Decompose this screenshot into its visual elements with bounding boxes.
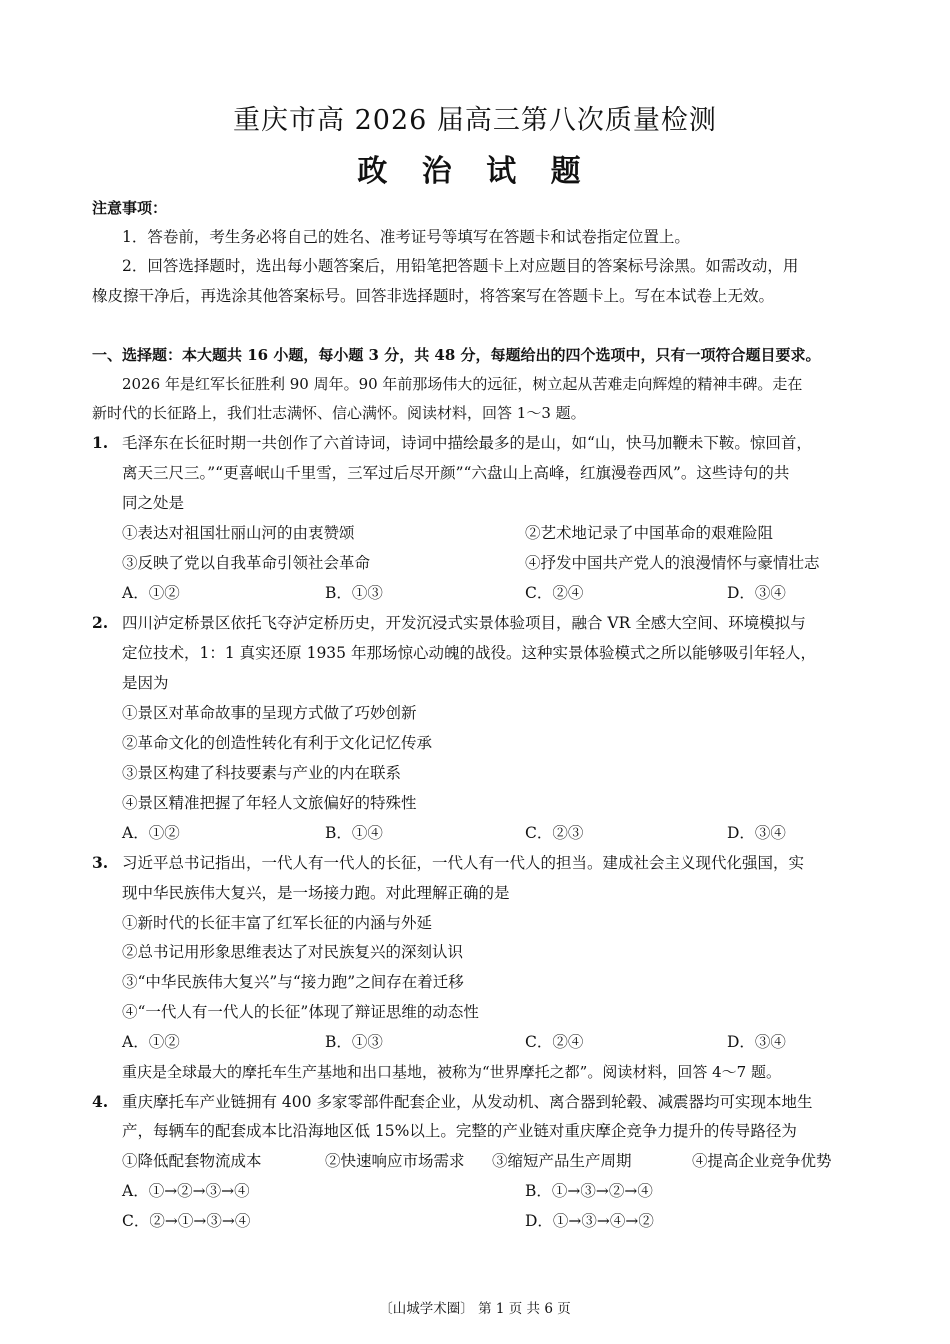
section-2-intro: 重庆是全球最大的摩托车生产基地和出口基地，被称为“世界摩托之都”。阅读材料，回答 4～7 题。 xyxy=(122,1063,781,1081)
question-stem-line-2: 现中华民族伟大复兴，是一场接力跑。对此理解正确的是 xyxy=(122,884,510,902)
question-stem-line-3: 是因为 xyxy=(122,674,169,692)
question-stem-line-2: 离天三尺三。”“更喜岷山千里雪，三军过后尽开颜”“六盘山上高峰，红旗漫卷西风”。这些诗句的共 xyxy=(122,464,790,482)
statement-4: ④“一代人有一代人的长征”体现了辩证思维的动态性 xyxy=(122,1003,479,1021)
question-number: 3. xyxy=(92,853,109,872)
statement-4: ④景区精准把握了年轻人文旅偏好的特殊性 xyxy=(122,794,417,812)
statement-2: ②总书记用形象思维表达了对民族复兴的深刻认识 xyxy=(122,943,464,961)
statement-3: ③缩短产品生产周期 xyxy=(492,1152,632,1170)
notice-item-2-line-2: 橡皮擦干净后，再选涂其他答案标号。回答非选择题时，将答案写在答题卡上。写在本试卷上无效。 xyxy=(92,287,775,305)
question-number: 1. xyxy=(92,433,109,452)
question-stem-line-1: 毛泽东在长征时期一共创作了六首诗词，诗词中描绘最多的是山，如“山，快马加鞭未下鞍。惊回首， xyxy=(122,434,812,452)
statement-2: ②快速响应市场需求 xyxy=(325,1152,465,1170)
question-stem-line-1: 重庆摩托车产业链拥有 400 多家零部件配套企业，从发动机、离合器到轮毂、减震器均可实现本地生 xyxy=(122,1093,813,1111)
notice-heading: 注意事项： xyxy=(92,199,168,217)
question-stem-line-1: 四川泸定桥景区依托飞夺泸定桥历史，开发沉浸式实景体验项目，融合 VR 全感大空间、环境模拟与 xyxy=(122,614,806,632)
choice-b: B．①④ xyxy=(325,824,383,842)
choice-c: C．②④ xyxy=(525,584,584,602)
section-1-intro-line-2: 新时代的长征路上，我们壮志满怀、信心满怀。阅读材料，回答 1～3 题。 xyxy=(92,404,586,422)
statement-2: ②革命文化的创造性转化有利于文化记忆传承 xyxy=(122,734,433,752)
choice-d: D．③④ xyxy=(727,584,786,602)
choice-d: D．①→③→④→② xyxy=(525,1212,654,1230)
statement-4: ④提高企业竞争优势 xyxy=(692,1152,832,1170)
statement-2: ②艺术地记录了中国革命的艰难险阻 xyxy=(525,524,774,542)
choice-c: C．②③ xyxy=(525,824,584,842)
statement-1: ①降低配套物流成本 xyxy=(122,1152,262,1170)
question-stem-line-2: 产，每辆车的配套成本比沿海地区低 15%以上。完整的产业链对重庆摩企竞争力提升的传导路径为 xyxy=(122,1122,797,1140)
choice-a: A．①→②→③→④ xyxy=(122,1182,250,1200)
question-number: 4. xyxy=(92,1092,109,1111)
statement-1: ①表达对祖国壮丽山河的由衷赞颂 xyxy=(122,524,355,542)
notice-item-2-line-1: 2．回答选择题时，选出每小题答案后，用铅笔把答题卡上对应题目的答案标号涂黑。如需改动，用 xyxy=(122,257,799,275)
section-1-intro-line-1: 2026 年是红军长征胜利 90 周年。90 年前那场伟大的远征，树立起从苦难走向辉煌的精神丰碑。走在 xyxy=(122,375,803,393)
choice-a: A．①② xyxy=(122,824,180,842)
exam-subtitle: 政 治 试 题 xyxy=(357,154,593,189)
statement-3: ③“中华民族伟大复兴”与“接力跑”之间存在着迁移 xyxy=(122,973,464,991)
choice-b: B．①③ xyxy=(325,1033,383,1051)
choice-c: C．②→①→③→④ xyxy=(122,1212,251,1230)
choice-b: B．①③ xyxy=(325,584,383,602)
choice-b: B．①→③→②→④ xyxy=(525,1182,653,1200)
choice-c: C．②④ xyxy=(525,1033,584,1051)
page-footer: 〔山城学术圈〕 第 1 页 共 6 页 xyxy=(379,1301,571,1317)
statement-4: ④抒发中国共产党人的浪漫情怀与豪情壮志 xyxy=(525,554,820,572)
statement-1: ①新时代的长征丰富了红军长征的内涵与外延 xyxy=(122,914,433,932)
choice-a: A．①② xyxy=(122,1033,180,1051)
choice-d: D．③④ xyxy=(727,1033,786,1051)
question-number: 2. xyxy=(92,613,109,632)
choice-d: D．③④ xyxy=(727,824,786,842)
statement-1: ①景区对革命故事的呈现方式做了巧妙创新 xyxy=(122,704,417,722)
question-stem-line-1: 习近平总书记指出，一代人有一代人的长征，一代人有一代人的担当。建成社会主义现代化强国，实 xyxy=(122,854,805,872)
statement-3: ③反映了党以自我革命引领社会革命 xyxy=(122,554,371,572)
question-stem-line-2: 定位技术，1：1 真实还原 1935 年那场惊心动魄的战役。这种实景体验模式之所以能够吸引年轻人， xyxy=(122,644,816,662)
section-1-heading: 一、选择题：本大题共 16 小题，每小题 3 分，共 48 分，每题给出的四个选项中，只有一项符合题目要求。 xyxy=(92,346,821,364)
choice-a: A．①② xyxy=(122,584,180,602)
notice-item-1: 1．答卷前，考生务必将自己的姓名、准考证号等填写在答题卡和试卷指定位置上。 xyxy=(122,228,690,246)
question-stem-line-3: 同之处是 xyxy=(122,494,185,512)
statement-3: ③景区构建了科技要素与产业的内在联系 xyxy=(122,764,402,782)
exam-title: 重庆市高 2026 届高三第八次质量检测 xyxy=(233,105,717,136)
